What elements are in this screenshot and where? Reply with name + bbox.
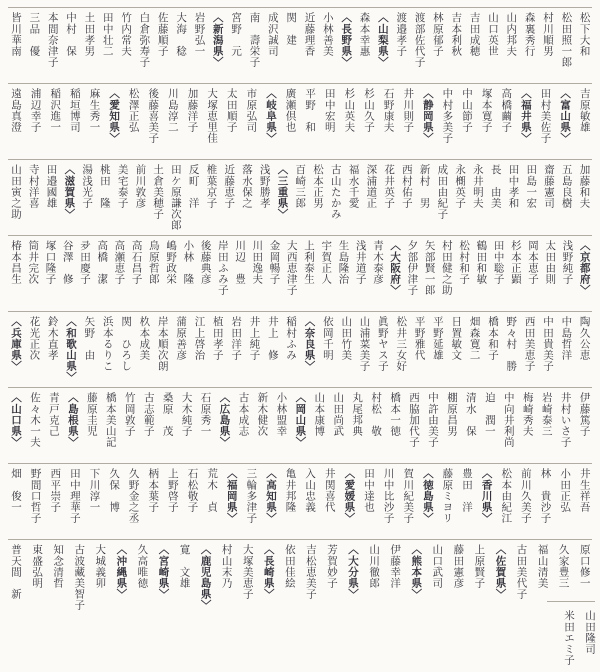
prefecture-header: 〈岡山県〉 (294, 392, 306, 448)
person-name: 矢部賢一郎 (423, 240, 435, 296)
person-name: 深浦道正 (365, 164, 377, 209)
person-name: 本間奈津子 (46, 12, 58, 68)
name-band-4 (8, 235, 592, 311)
person-name: 井村いさ子 (559, 392, 571, 448)
person-name: 宮野 元 (230, 12, 242, 57)
person-name: 小林 隆 (182, 240, 194, 285)
person-name: 迫 潤一 (483, 392, 495, 437)
person-name: 土倉美穂子 (152, 164, 164, 220)
person-name: 関 建 (285, 12, 297, 46)
person-name: 太田順子 (225, 88, 237, 133)
person-name: 林原郁子 (431, 12, 443, 57)
prefecture-header: 〈沖縄県〉 (115, 544, 127, 600)
person-name: 齋藤憲司 (542, 164, 554, 209)
person-name: 新木健次 (256, 392, 268, 437)
person-name: 大木純子 (180, 392, 192, 437)
person-name: 筒井完次 (27, 240, 39, 285)
person-name: 塚本寛子 (480, 88, 492, 133)
person-name: 稲垣博司 (68, 88, 80, 133)
name-band-6 (8, 387, 592, 463)
person-name: 田中壮二 (101, 12, 113, 57)
person-name: 村川順男 (541, 12, 553, 57)
person-name: 亀井邦隆 (284, 468, 296, 513)
person-name: 白倉弥寿子 (138, 12, 150, 68)
person-name: 眞野ヤス子 (376, 316, 388, 372)
person-name: 桑原 茂 (161, 392, 173, 437)
prefecture-header: 〈高知県〉 (264, 468, 276, 524)
person-name: 鳥原哲郎 (147, 240, 159, 285)
person-name: 花光正次 (28, 316, 40, 361)
person-name: 高石昌子 (130, 240, 142, 285)
person-name: 野間口哲子 (29, 468, 41, 524)
addendum-section (547, 601, 595, 669)
person-name: 平野延雄 (431, 316, 443, 361)
person-name: 宇賀正人 (320, 240, 332, 285)
prefecture-header: 〈静岡県〉 (421, 88, 433, 144)
prefecture-header: 〈大阪府〉 (389, 240, 401, 296)
prefecture-header: 〈熊本県〉 (410, 544, 422, 600)
person-name: 橋本一徳 (389, 392, 401, 437)
person-name: 市原弘司 (245, 88, 257, 133)
person-name: 麻生秀一 (88, 88, 100, 133)
person-name: 藤原ミヨリ (441, 468, 453, 524)
person-name: 松村和子 (458, 240, 470, 285)
person-name: 高橋繭子 (500, 88, 512, 133)
person-name: 川田逸夫 (251, 240, 263, 285)
person-name: 美宅泰子 (116, 164, 128, 209)
person-name: 杉本正顕 (509, 240, 521, 285)
person-name: 吉原敏雄 (578, 88, 590, 133)
person-name: 村松 敬 (370, 392, 382, 437)
person-name: 前川敦彦 (134, 164, 146, 209)
person-name: 松本正男 (312, 164, 324, 209)
person-name: 山口武司 (431, 544, 443, 589)
prefecture-header: 〈大分県〉 (347, 544, 359, 600)
prefecture-header: 〈長崎県〉 (262, 544, 274, 600)
person-name: 石松敬子 (186, 468, 198, 513)
person-name: 吉本利秋 (450, 12, 462, 57)
person-name: 山本康博 (313, 392, 325, 437)
person-name: 石原秀一 (199, 392, 211, 437)
prefecture-header: 〈広島県〉 (218, 392, 230, 448)
person-name: 岸田ふみ子 (216, 240, 228, 296)
person-name: 鶴田和敏 (475, 240, 487, 285)
person-name: 松下大和 (578, 12, 590, 57)
person-name: 加藤洋子 (186, 88, 198, 133)
person-name: 橋本美山記 (104, 392, 116, 448)
prefecture-header: 〈富山県〉 (559, 88, 571, 144)
person-name: 杉山久子 (362, 88, 374, 133)
person-name: 高瀬恵子 (113, 240, 125, 285)
prefecture-header: 〈岐阜県〉 (264, 88, 276, 144)
person-name: 稲沢進一 (49, 88, 61, 133)
person-name: 古波藏美智子 (73, 544, 85, 611)
person-name: 福水千愛 (347, 164, 359, 209)
person-name: 近藤理香 (303, 12, 315, 57)
person-name: 田ケ原謙次郎 (169, 164, 181, 231)
person-name: 川辺 豊 (234, 240, 246, 285)
person-name: 南 壽栄子 (248, 12, 260, 68)
person-name: 田中達也 (362, 468, 374, 513)
person-name: 荒木 貞 (206, 468, 218, 513)
person-name: 藤原圭児 (85, 392, 97, 437)
person-name: 五島良樹 (560, 164, 572, 209)
person-name: 松井三女好 (395, 316, 407, 372)
person-name: 久高唯徳 (136, 544, 148, 589)
person-name: 東盛弘明 (31, 544, 43, 589)
person-name: 伊藤篤子 (578, 392, 590, 437)
person-name: 佐藤順子 (156, 12, 168, 57)
person-name: 長 由美 (489, 164, 501, 209)
person-name: 反町 洋 (187, 164, 199, 209)
person-name: 川島淳二 (166, 88, 178, 133)
prefecture-header: 〈愛媛県〉 (343, 468, 355, 524)
person-name: 米田エミ子 (562, 610, 574, 666)
person-name: 山浦菜美子 (358, 316, 370, 372)
person-name: 川中比沙子 (382, 468, 394, 524)
person-name: 大塚美恵子 (241, 544, 253, 600)
person-name: 嶋野政栄 (165, 240, 177, 285)
person-name: 金岡暢子 (268, 240, 280, 285)
person-name: 山田尚武 (332, 392, 344, 437)
person-name: 永井明夫 (471, 164, 483, 209)
person-name: 湯浅光子 (81, 164, 93, 209)
name-band-2 (8, 83, 592, 159)
person-name: 古山たかみ (329, 164, 341, 220)
person-name: 上原賢子 (473, 544, 485, 589)
person-name: 田島一宏 (525, 164, 537, 209)
prefecture-header: 〈福井県〉 (519, 88, 531, 144)
prefecture-header: 〈福岡県〉 (225, 468, 237, 524)
person-name: 小田正弘 (559, 468, 571, 513)
person-name: 前川久美子 (519, 468, 531, 524)
person-name: 皆川華南 (10, 12, 22, 57)
person-name: 椿本昌生 (10, 240, 22, 285)
prefecture-header: 〈新潟県〉 (211, 12, 223, 68)
person-name: 小林盟幸 (275, 392, 287, 437)
person-name: 吉松恵美子 (304, 544, 316, 600)
person-name: 浦辺幸子 (29, 88, 41, 133)
person-name: 渡邉孝子 (395, 12, 407, 57)
prefecture-header: 〈島根県〉 (66, 392, 78, 448)
prefecture-header: 〈愛知県〉 (108, 88, 120, 144)
person-name: 松澤正弘 (127, 88, 139, 133)
name-bands (8, 7, 592, 615)
person-name: 田村美佐子 (539, 88, 551, 144)
person-name: 塚口隆子 (44, 240, 56, 285)
person-name: 野々村 勝 (505, 316, 517, 372)
prefecture-header: 〈奈良県〉 (303, 316, 315, 372)
person-name: 西脇加代子 (408, 392, 420, 448)
person-name: 桃田 隆 (98, 164, 110, 209)
person-name: 平野雅代 (413, 316, 425, 361)
person-name: 伊藤幸洋 (389, 544, 401, 589)
person-name: 浜本るりこ (101, 316, 113, 372)
person-name: 高橋 潔 (96, 240, 108, 285)
person-name: 梅崎秀夫 (521, 392, 533, 437)
prefecture-header: 〈長野県〉 (340, 12, 352, 68)
person-name: 大西恵津子 (285, 240, 297, 296)
person-name: 山田竹美 (340, 316, 352, 361)
prefecture-header: 〈滋賀県〉 (63, 164, 75, 220)
person-name: 井上 修 (266, 316, 278, 361)
person-name: 田中孝和 (507, 164, 519, 209)
name-band-8 (8, 539, 592, 615)
person-name: 大海 稔 (175, 12, 187, 57)
person-name: 杦本成美 (138, 316, 150, 361)
prefecture-header: 〈香川県〉 (480, 468, 492, 524)
prefecture-header: 〈兵庫県〉 (10, 316, 22, 372)
person-name: 松本由紀江 (500, 468, 512, 524)
person-name: 西田美恵子 (523, 316, 535, 372)
person-name: 森本幸惠 (358, 12, 370, 57)
person-name: 浅井道子 (354, 240, 366, 285)
person-name: 福山清美 (536, 544, 548, 589)
person-name: 松田照一郎 (560, 12, 572, 68)
name-band-3 (8, 159, 592, 235)
person-name: 青木泰彦 (371, 240, 383, 285)
person-name: 豊田 洋 (461, 468, 473, 513)
person-name: 土田孝男 (83, 12, 95, 57)
person-name: 関 ひろし (120, 316, 132, 372)
person-name: 青戸克己 (47, 392, 59, 437)
person-name: 山川徹郎 (368, 544, 380, 589)
prefecture-header: 〈宮崎県〉 (157, 544, 169, 600)
prefecture-header: 〈山梨県〉 (376, 12, 388, 68)
person-name: 森裏秀行 (523, 12, 535, 57)
person-name: 平野 和 (304, 88, 316, 133)
person-name: 古田美代子 (515, 544, 527, 600)
person-name: 井関喜代 (323, 468, 335, 513)
person-name: 佐々木一夫 (28, 392, 40, 448)
person-name: 杉山英夫 (343, 88, 355, 133)
person-name: 中山節子 (461, 88, 473, 133)
prefecture-header: 〈京都府〉 (578, 240, 590, 296)
person-name: 賀川紀美子 (402, 468, 414, 524)
person-name: 渡部佐代子 (413, 12, 425, 68)
person-name: 中村多美子 (441, 88, 453, 144)
person-name: 江上啓治 (193, 316, 205, 361)
person-name: 西村佑子 (400, 164, 412, 209)
person-name: 山田寅之助 (10, 164, 22, 220)
person-name: 田中理華子 (68, 468, 80, 524)
person-name: 村山末乃 (220, 544, 232, 589)
person-name: 寺村洋喜 (27, 164, 39, 209)
person-name: 古本成志 (237, 392, 249, 437)
person-name: 普天間 新 (10, 544, 22, 600)
person-name: 三輪多津子 (245, 468, 257, 524)
person-name: 田邉國雄 (45, 164, 57, 209)
person-name: 浅野純子 (561, 240, 573, 285)
person-name: 寛 文雄 (178, 544, 190, 589)
person-name: 吉田成穂 (468, 12, 480, 57)
person-name: 入山忠義 (304, 468, 316, 513)
person-name: 上野啓子 (166, 468, 178, 513)
person-name: 岩崎泰三 (540, 392, 552, 437)
person-name: 谷澤 修 (61, 240, 73, 285)
person-name: 夕部伊津子 (406, 240, 418, 296)
person-name: 井生祥吾 (578, 468, 590, 513)
prefecture-header: 〈徳島県〉 (421, 468, 433, 524)
person-name: 上利泰生 (303, 240, 314, 285)
person-name: 丸尾邦典 (351, 392, 363, 437)
person-name: 後藤喜美子 (147, 88, 159, 144)
person-name: 古志範子 (142, 392, 154, 437)
person-name: 落水保之 (240, 164, 252, 209)
person-name: 小林善美 (321, 12, 333, 57)
prefecture-header: 〈和歌山県〉 (65, 316, 77, 383)
person-name: 生島隆治 (337, 240, 349, 285)
person-name: 新村 男 (418, 164, 430, 209)
prefecture-header: 〈山口県〉 (10, 392, 22, 448)
person-name: 竹内常夫 (120, 12, 132, 57)
person-name: 岩野弘一 (193, 12, 205, 57)
person-name: 中許由美子 (426, 392, 438, 448)
person-name: 久保 博 (108, 468, 120, 513)
person-name: 陶久公恵 (578, 316, 590, 361)
person-name: 藤田憲彦 (452, 544, 464, 589)
person-name: 畑 俊一 (10, 468, 22, 513)
person-name: 中向井利尚 (502, 392, 514, 448)
person-name: 成田由紀子 (436, 164, 448, 220)
person-name: 柄本葉子 (147, 468, 159, 513)
person-name: 太田由則 (544, 240, 556, 285)
person-name: 遠島真澄 (10, 88, 22, 133)
person-name: 井上純子 (248, 316, 260, 361)
person-name: 岸本順次朗 (156, 316, 168, 372)
person-name: 山田隆司 (584, 610, 595, 655)
person-name: 畑森寛二 (468, 316, 480, 361)
person-name: 田中聡子 (492, 240, 504, 285)
person-name: 中島哲洋 (560, 316, 572, 361)
person-name: 西平崇子 (49, 468, 61, 513)
person-name: 下川淳一 (88, 468, 100, 513)
person-name: 椎葉京子 (205, 164, 217, 209)
person-name: 日置敏文 (450, 316, 462, 361)
person-name: 橋本和子 (486, 316, 498, 361)
person-name: 知念清哲 (52, 544, 64, 589)
person-name: 稲村ふみ (285, 316, 297, 361)
person-name: 大城義卯 (94, 544, 106, 589)
person-name: 山内邦夫 (505, 12, 517, 57)
person-name: 久家豊三 (557, 544, 569, 589)
person-name: 山口英世 (486, 12, 498, 57)
person-name: 夛田慶子 (78, 240, 90, 285)
person-name: 廣瀬倶也 (284, 88, 296, 133)
person-name: 植田孝子 (211, 316, 223, 361)
person-name: 依岡千明 (321, 316, 333, 361)
person-name: 三品 優 (28, 12, 40, 57)
person-name: 竹岡敦子 (123, 392, 135, 437)
person-name: 岩田洋子 (230, 316, 242, 361)
person-name: 鈴木直孝 (46, 316, 58, 361)
person-name: 中村 保 (65, 12, 77, 57)
person-name: 花井英子 (383, 164, 395, 209)
name-band-1 (8, 7, 592, 83)
person-name: 久野金之丞 (127, 468, 139, 524)
person-name: 石野康夫 (382, 88, 394, 133)
person-name: 加藤和夫 (578, 164, 590, 209)
name-band-7 (8, 463, 592, 539)
person-name: 中田貴美子 (541, 316, 553, 372)
prefecture-header: 〈三重県〉 (276, 164, 288, 220)
person-name: 成沢誠司 (266, 12, 278, 57)
prefecture-header: 〈佐賀県〉 (494, 544, 506, 600)
person-name: 蒲原善彦 (175, 316, 187, 361)
prefecture-header: 〈鹿児島県〉 (199, 544, 211, 611)
name-band-5 (8, 311, 592, 387)
person-name: 大塚恵里佳 (206, 88, 218, 144)
person-name: 百崎三郎 (294, 164, 306, 209)
person-name: 浅野勝孝 (258, 164, 270, 209)
person-name: 田中宏明 (323, 88, 335, 133)
person-name: 近藤恵子 (223, 164, 235, 209)
person-name: 永樃英子 (454, 164, 466, 209)
person-name: 清水 保 (464, 392, 476, 437)
person-name: 林 貴沙子 (539, 468, 551, 524)
person-name: 井川則子 (402, 88, 414, 133)
person-name: 後藤典彦 (199, 240, 211, 285)
person-name: 矢野 由 (83, 316, 95, 361)
person-name: 芳賀妙子 (325, 544, 337, 589)
person-name: 棚原昌男 (445, 392, 457, 437)
person-name: 原口修一 (578, 544, 590, 589)
person-name: 依田佳絵 (283, 544, 295, 589)
person-name: 村田健之助 (440, 240, 452, 296)
person-name: 岡本恵子 (527, 240, 539, 285)
